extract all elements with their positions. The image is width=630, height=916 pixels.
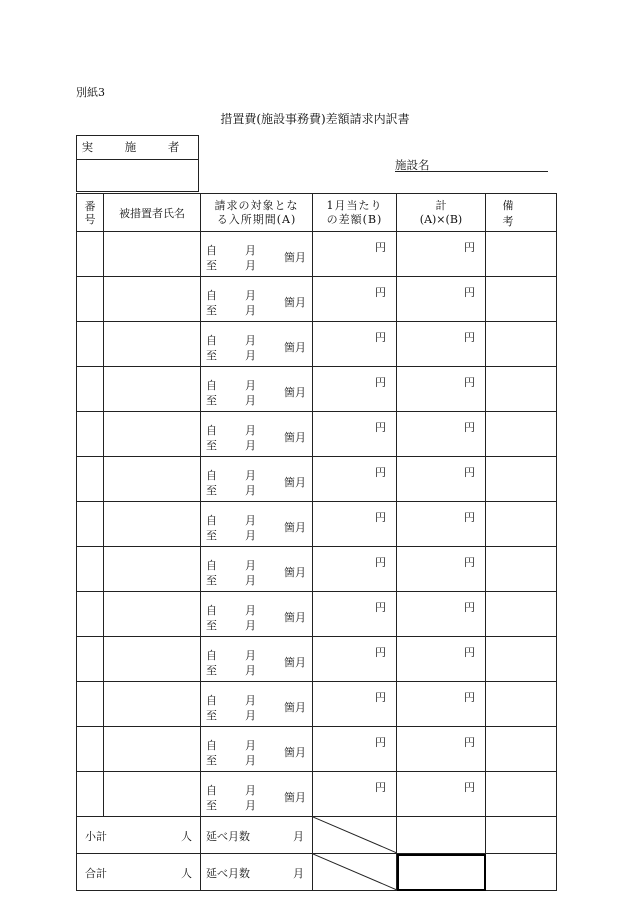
grandtotal-months-cell: [201, 854, 313, 891]
period-from-label: 自: [206, 423, 217, 437]
header-total-line2: (A)×(B): [419, 212, 463, 226]
period-from-month-unit: 月: [245, 513, 256, 527]
row-name-cell[interactable]: [104, 322, 201, 367]
row-diff-cell[interactable]: [313, 547, 397, 592]
yen-unit: 円: [375, 511, 386, 524]
table-row: [77, 457, 557, 502]
row-note-cell[interactable]: [486, 592, 557, 637]
row-number-cell[interactable]: [77, 277, 104, 322]
period-from-label: 自: [206, 243, 217, 257]
period-to-label: 至: [206, 393, 217, 407]
row-total-cell[interactable]: [397, 502, 486, 547]
row-note-cell[interactable]: [486, 277, 557, 322]
row-period-cell[interactable]: [201, 277, 313, 322]
row-total-cell[interactable]: [397, 592, 486, 637]
row-diff-cell[interactable]: [313, 502, 397, 547]
period-months-count-unit: 箇月: [284, 295, 306, 309]
yen-unit: 円: [375, 376, 386, 389]
row-name-cell[interactable]: [104, 502, 201, 547]
yen-unit: 円: [375, 466, 386, 479]
header-period-line1: 請求の対象とな: [214, 198, 299, 212]
row-number-cell[interactable]: [77, 367, 104, 412]
row-total-cell[interactable]: [397, 682, 486, 727]
header-number-char1: 番: [84, 199, 96, 213]
period-to-label: 至: [206, 483, 217, 497]
row-total-cell[interactable]: [397, 637, 486, 682]
row-name-cell[interactable]: [104, 457, 201, 502]
yen-unit: 円: [375, 736, 386, 749]
table-row: [77, 637, 557, 682]
period-months-count-unit: 箇月: [284, 745, 306, 759]
period-to-label: 至: [206, 708, 217, 722]
period-to-label: 至: [206, 573, 217, 587]
implementer-label: 実 施 者: [77, 136, 198, 160]
row-number-cell[interactable]: [77, 727, 104, 772]
yen-unit: 円: [375, 421, 386, 434]
period-to-month-unit: 月: [245, 618, 256, 632]
implementer-box: [76, 135, 199, 192]
yen-unit: 円: [464, 556, 475, 569]
table-row: [77, 592, 557, 637]
period-from-label: 自: [206, 738, 217, 752]
subtotal-person-unit: 人: [181, 830, 192, 843]
yen-unit: 円: [464, 511, 475, 524]
row-total-cell[interactable]: [397, 277, 486, 322]
period-from-label: 自: [206, 333, 217, 347]
row-number-cell[interactable]: [77, 682, 104, 727]
row-number-cell[interactable]: [77, 232, 104, 277]
period-to-month-unit: 月: [245, 753, 256, 767]
header-name: 被措置者氏名: [104, 194, 201, 232]
row-period-cell[interactable]: [201, 772, 313, 817]
row-number-cell[interactable]: [77, 502, 104, 547]
row-diff-cell[interactable]: [313, 277, 397, 322]
yen-unit: 円: [375, 241, 386, 254]
row-period-cell[interactable]: [201, 592, 313, 637]
header-number-char2: 号: [84, 212, 96, 226]
row-total-cell[interactable]: [397, 232, 486, 277]
yen-unit: 円: [464, 376, 475, 389]
row-diff-cell[interactable]: [313, 637, 397, 682]
row-note-cell[interactable]: [486, 637, 557, 682]
row-period-cell[interactable]: [201, 412, 313, 457]
subtotal-label: 小計: [85, 830, 107, 843]
period-from-month-unit: 月: [245, 333, 256, 347]
yen-unit: 円: [375, 646, 386, 659]
period-from-label: 自: [206, 603, 217, 617]
period-from-label: 自: [206, 558, 217, 572]
period-to-month-unit: 月: [245, 708, 256, 722]
period-from-label: 自: [206, 783, 217, 797]
header-total-line1: 計: [435, 198, 447, 212]
subtotal-total-cell[interactable]: [397, 817, 486, 854]
row-diff-cell[interactable]: [313, 322, 397, 367]
yen-unit: 円: [375, 601, 386, 614]
period-months-count-unit: 箇月: [284, 610, 306, 624]
yen-unit: 円: [464, 466, 475, 479]
facility-name-field: [395, 157, 548, 172]
period-to-label: 至: [206, 528, 217, 542]
row-name-cell[interactable]: [104, 592, 201, 637]
period-to-month-unit: 月: [245, 438, 256, 452]
period-to-label: 至: [206, 753, 217, 767]
row-note-cell[interactable]: [486, 367, 557, 412]
header-note: 備考: [486, 194, 557, 232]
period-from-label: 自: [206, 378, 217, 392]
diagonal-slash-line: [313, 817, 397, 853]
grandtotal-total-cell[interactable]: [397, 854, 486, 891]
yen-unit: 円: [375, 331, 386, 344]
yen-unit: 円: [375, 286, 386, 299]
period-months-count-unit: 箇月: [284, 655, 306, 669]
row-note-cell[interactable]: [486, 412, 557, 457]
claim-breakdown-table: [76, 193, 557, 891]
period-to-month-unit: 月: [245, 528, 256, 542]
period-months-count-unit: 箇月: [284, 385, 306, 399]
facility-label: 施設名: [395, 158, 430, 172]
period-from-month-unit: 月: [245, 648, 256, 662]
subtotal-note-cell[interactable]: [486, 817, 557, 854]
period-from-label: 自: [206, 468, 217, 482]
row-diff-cell[interactable]: [313, 232, 397, 277]
row-note-cell[interactable]: [486, 322, 557, 367]
period-months-count-unit: 箇月: [284, 790, 306, 804]
row-period-cell[interactable]: [201, 457, 313, 502]
row-total-cell[interactable]: [397, 547, 486, 592]
period-from-month-unit: 月: [245, 738, 256, 752]
attachment-label: 別紙3: [76, 86, 105, 99]
diagonal-slash-line: [313, 854, 397, 890]
row-period-cell[interactable]: [201, 727, 313, 772]
period-from-month-unit: 月: [245, 288, 256, 302]
row-name-cell[interactable]: [104, 637, 201, 682]
row-number-cell[interactable]: [77, 592, 104, 637]
period-from-month-unit: 月: [245, 423, 256, 437]
table-row: [77, 232, 557, 277]
grandtotal-person-unit: 人: [181, 867, 192, 880]
period-to-label: 至: [206, 438, 217, 452]
period-to-month-unit: 月: [245, 258, 256, 272]
row-diff-cell[interactable]: [313, 592, 397, 637]
period-months-count-unit: 箇月: [284, 475, 306, 489]
row-note-cell[interactable]: [486, 232, 557, 277]
table-header-row: [77, 194, 557, 232]
row-period-cell[interactable]: [201, 232, 313, 277]
period-to-month-unit: 月: [245, 348, 256, 362]
period-to-month-unit: 月: [245, 663, 256, 677]
row-period-cell[interactable]: [201, 637, 313, 682]
row-note-cell[interactable]: [486, 502, 557, 547]
grandtotal-note-cell[interactable]: [486, 854, 557, 891]
table-row: [77, 277, 557, 322]
period-to-label: 至: [206, 303, 217, 317]
period-months-count-unit: 箇月: [284, 520, 306, 534]
row-number-cell[interactable]: [77, 457, 104, 502]
row-name-cell[interactable]: [104, 367, 201, 412]
period-from-label: 自: [206, 288, 217, 302]
row-name-cell[interactable]: [104, 232, 201, 277]
table-row: [77, 367, 557, 412]
table-row: [77, 412, 557, 457]
yen-unit: 円: [464, 781, 475, 794]
yen-unit: 円: [464, 736, 475, 749]
row-diff-cell[interactable]: [313, 727, 397, 772]
row-diff-cell[interactable]: [313, 367, 397, 412]
row-number-cell[interactable]: [77, 637, 104, 682]
row-name-cell[interactable]: [104, 277, 201, 322]
header-diff: [313, 194, 397, 232]
period-to-label: 至: [206, 258, 217, 272]
document-title: 措置費(施設事務費)差額請求内訳書: [220, 112, 410, 126]
yen-unit: 円: [375, 781, 386, 794]
yen-unit: 円: [464, 241, 475, 254]
table-row: [77, 547, 557, 592]
header-period-line2: る入所期間(A): [216, 212, 297, 226]
row-total-cell[interactable]: [397, 772, 486, 817]
row-period-cell[interactable]: [201, 547, 313, 592]
subtotal-month-unit: 月: [293, 830, 304, 843]
grandtotal-label-cell: [77, 854, 201, 891]
period-to-label: 至: [206, 348, 217, 362]
row-name-cell[interactable]: [104, 727, 201, 772]
period-months-count-unit: 箇月: [284, 340, 306, 354]
period-from-label: 自: [206, 513, 217, 527]
row-name-cell[interactable]: [104, 547, 201, 592]
grandtotal-months-label: 延べ月数: [206, 867, 250, 880]
subtotal-label-cell: [77, 817, 201, 854]
row-period-cell[interactable]: [201, 502, 313, 547]
period-to-label: 至: [206, 798, 217, 812]
period-from-month-unit: 月: [245, 378, 256, 392]
yen-unit: 円: [464, 691, 475, 704]
row-period-cell[interactable]: [201, 682, 313, 727]
subtotal-row: [77, 817, 557, 854]
period-to-month-unit: 月: [245, 393, 256, 407]
yen-unit: 円: [375, 556, 386, 569]
yen-unit: 円: [464, 286, 475, 299]
yen-unit: 円: [464, 601, 475, 614]
period-months-count-unit: 箇月: [284, 430, 306, 444]
period-to-label: 至: [206, 663, 217, 677]
table-row: [77, 322, 557, 367]
table-row: [77, 772, 557, 817]
period-from-month-unit: 月: [245, 468, 256, 482]
row-note-cell[interactable]: [486, 547, 557, 592]
row-period-cell[interactable]: [201, 322, 313, 367]
row-total-cell[interactable]: [397, 457, 486, 502]
period-months-count-unit: 箇月: [284, 250, 306, 264]
header-total: [397, 194, 486, 232]
header-number: [77, 194, 104, 232]
yen-unit: 円: [375, 691, 386, 704]
header-period: [201, 194, 313, 232]
period-from-month-unit: 月: [245, 243, 256, 257]
subtotal-diff-slash-cell: [313, 817, 397, 854]
period-from-month-unit: 月: [245, 783, 256, 797]
period-to-month-unit: 月: [245, 573, 256, 587]
table-row: [77, 727, 557, 772]
row-number-cell[interactable]: [77, 412, 104, 457]
row-diff-cell[interactable]: [313, 457, 397, 502]
row-note-cell[interactable]: [486, 457, 557, 502]
row-number-cell[interactable]: [77, 322, 104, 367]
yen-unit: 円: [464, 331, 475, 344]
grandtotal-diff-slash-cell: [313, 854, 397, 891]
grandtotal-month-unit: 月: [293, 867, 304, 880]
period-from-month-unit: 月: [245, 603, 256, 617]
row-period-cell[interactable]: [201, 367, 313, 412]
period-to-month-unit: 月: [245, 798, 256, 812]
header-diff-line1: 1月当たり: [326, 198, 383, 212]
row-diff-cell[interactable]: [313, 772, 397, 817]
row-note-cell[interactable]: [486, 772, 557, 817]
row-number-cell[interactable]: [77, 772, 104, 817]
row-total-cell[interactable]: [397, 367, 486, 412]
grandtotal-label: 合計: [85, 867, 107, 880]
row-name-cell[interactable]: [104, 772, 201, 817]
grandtotal-row: [77, 854, 557, 891]
period-from-month-unit: 月: [245, 693, 256, 707]
period-from-label: 自: [206, 693, 217, 707]
row-total-cell[interactable]: [397, 322, 486, 367]
period-from-month-unit: 月: [245, 558, 256, 572]
row-note-cell[interactable]: [486, 682, 557, 727]
row-total-cell[interactable]: [397, 412, 486, 457]
subtotal-months-cell: [201, 817, 313, 854]
yen-unit: 円: [464, 646, 475, 659]
period-months-count-unit: 箇月: [284, 565, 306, 579]
period-from-label: 自: [206, 648, 217, 662]
row-number-cell[interactable]: [77, 547, 104, 592]
row-name-cell[interactable]: [104, 682, 201, 727]
period-to-month-unit: 月: [245, 303, 256, 317]
row-diff-cell[interactable]: [313, 682, 397, 727]
row-diff-cell[interactable]: [313, 412, 397, 457]
period-months-count-unit: 箇月: [284, 700, 306, 714]
period-to-label: 至: [206, 618, 217, 632]
period-to-month-unit: 月: [245, 483, 256, 497]
table-row: [77, 502, 557, 547]
header-diff-line2: の差額(B): [326, 212, 383, 226]
yen-unit: 円: [464, 421, 475, 434]
row-note-cell[interactable]: [486, 727, 557, 772]
table-row: [77, 682, 557, 727]
subtotal-months-label: 延べ月数: [206, 830, 250, 843]
row-total-cell[interactable]: [397, 727, 486, 772]
row-name-cell[interactable]: [104, 412, 201, 457]
